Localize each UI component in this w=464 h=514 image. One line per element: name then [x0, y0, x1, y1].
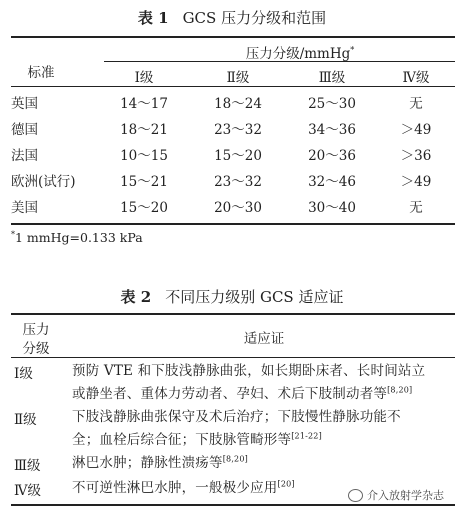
table2-header-rule: [11, 357, 455, 358]
table1-cell-g2: 23～32: [214, 122, 262, 138]
table1-cell-g1: 15～21: [120, 174, 168, 190]
table1-cell-g1: 18～21: [120, 122, 168, 138]
table1-title: [0, 7, 464, 28]
table2-header-grade-line2: 分级: [22, 341, 50, 357]
table1-grade-4: Ⅳ级: [402, 70, 430, 86]
table1-cell-g3: 34～36: [308, 122, 356, 138]
table2-caption: 不同压力级别 GCS 适应证: [165, 288, 344, 306]
table1-top-rule: [11, 36, 455, 38]
table1-cell-g3: 20～36: [308, 148, 356, 164]
table1-cell-standard: 美国: [11, 200, 38, 216]
table1-bottom-rule: [11, 223, 455, 225]
table2-cell-indication: 淋巴水肿；静脉性溃疡等[8,20]: [72, 454, 248, 471]
table1-grade-2: Ⅱ级: [226, 70, 250, 86]
table1-cell-g3: 30～40: [308, 200, 356, 216]
table1-cell-g4: ＞49: [400, 174, 432, 190]
table1-cell-g2: 18～24: [214, 96, 262, 112]
table1-cell-standard: 欧洲(试行): [11, 174, 76, 190]
table1-cell-g4: 无: [409, 96, 423, 112]
table1-caption: GCS 压力分级和范围: [182, 9, 327, 27]
table1-cell-g2: 15～20: [214, 148, 262, 164]
watermark: [348, 487, 444, 503]
table1-cell-g2: 20～30: [214, 200, 262, 216]
table1-cell-standard: 法国: [11, 148, 38, 164]
watermark-text: 介入放射学杂志: [367, 489, 444, 502]
table1-header-rule: [11, 86, 455, 87]
table1-header-standard: 标准: [27, 65, 55, 81]
table1-cell-standard: 英国: [11, 96, 38, 112]
table2-header-grade-line1: 压力: [22, 322, 50, 338]
table2-header-indication: 适应证: [243, 331, 285, 347]
table1-cell-g1: 15～20: [120, 200, 168, 216]
table1-footnote: *1 mmHg=0.133 kPa: [11, 229, 143, 245]
table1-cell-g1: 10～15: [120, 148, 168, 164]
table1-header-subrule: [104, 61, 455, 62]
table1-grade-3: Ⅲ级: [318, 70, 346, 86]
table1-cell-g2: 23～32: [214, 174, 262, 190]
table2-bottom-rule: [11, 504, 455, 506]
table2-cell-grade: Ⅰ级: [14, 366, 33, 382]
table1-cell-g3: 32～46: [308, 174, 356, 190]
table1-cell-g3: 25～30: [308, 96, 356, 112]
wechat-icon: [348, 489, 363, 502]
table2-cell-indication: 预防 VTE 和下肢浅静脉曲张，如长期卧床者、长时间站立 或静坐者、重体力劳动者、孕妇、术后下肢制动者等[8,20]: [72, 363, 426, 402]
table2-cell-grade: Ⅲ级: [14, 458, 41, 474]
table2-cell-indication: 不可逆性淋巴水肿，一般极少应用[20]: [72, 479, 295, 496]
table1-cell-g4: ＞49: [400, 122, 432, 138]
table2-cell-grade: Ⅳ级: [14, 483, 41, 499]
table2-cell-indication: 下肢浅静脉曲张保守及术后治疗；下肢慢性静脉功能不 全；血栓后综合征；下肢脉管畸形等[21-22]: [72, 409, 401, 448]
table1-cell-g1: 14～17: [120, 96, 168, 112]
table1-cell-standard: 德国: [11, 122, 38, 138]
table1-grade-1: Ⅰ级: [134, 70, 154, 86]
table1-cell-g4: 无: [409, 200, 423, 216]
table2-label: 表 2: [120, 288, 152, 306]
table2-top-rule: [11, 313, 455, 315]
table2-cell-grade: Ⅱ级: [14, 412, 37, 428]
table1-label: 表 1: [137, 9, 169, 27]
table2-title: [0, 286, 464, 307]
table1-header-pressure: 压力分级/mmHg*: [245, 45, 355, 62]
table1-cell-g4: ＞36: [400, 148, 432, 164]
